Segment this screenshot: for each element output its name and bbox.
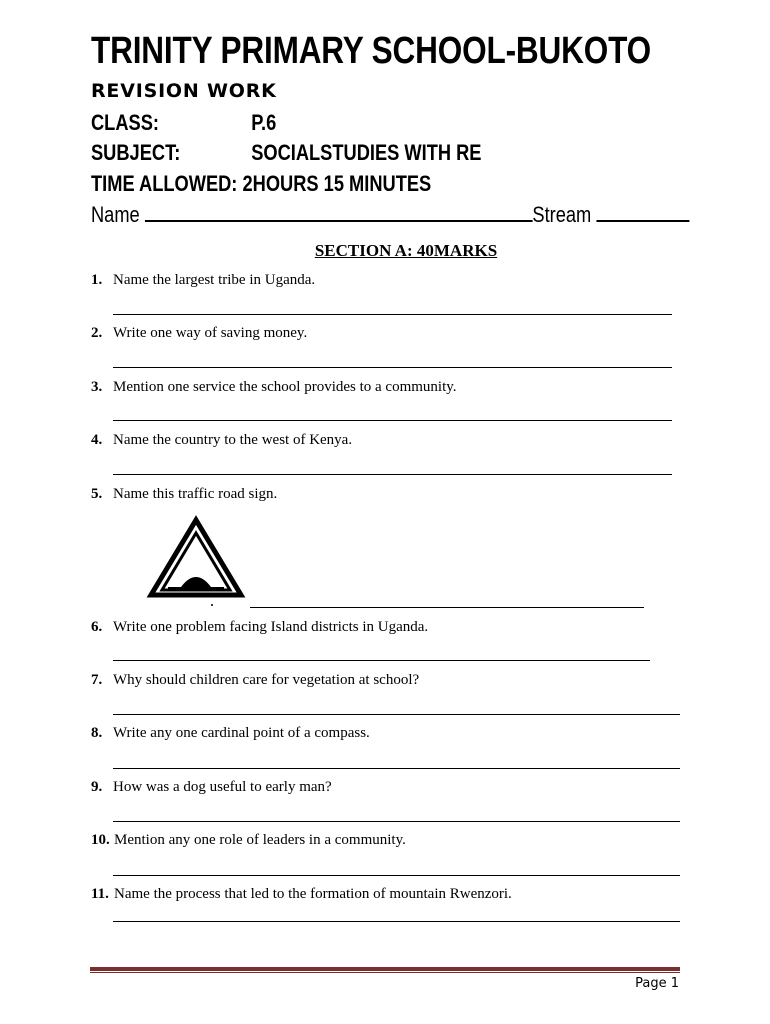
- question-11: [91, 886, 512, 903]
- question-3: [91, 379, 457, 396]
- question-text: Write one problem facing Island districts in Uganda.: [113, 619, 429, 635]
- answer-line-4[interactable]: [113, 474, 672, 475]
- question-number: 11.: [91, 886, 109, 902]
- footer-rule-thin: [90, 972, 680, 973]
- name-field[interactable]: [145, 200, 533, 222]
- question-text: Name the process that led to the formation of mountain Rwenzori.: [114, 886, 512, 902]
- answer-line-1[interactable]: [113, 314, 672, 315]
- subject-label: SUBJECT:: [91, 140, 181, 165]
- road-hump-warning-sign-icon: [146, 515, 246, 607]
- answer-line-8[interactable]: [113, 768, 680, 769]
- page-number: Page 1: [635, 976, 679, 991]
- answer-line-6[interactable]: [113, 660, 650, 661]
- question-7: [91, 672, 419, 689]
- subject-row: [91, 140, 482, 166]
- name-label: Name: [91, 202, 140, 227]
- footer-rule: [90, 967, 680, 971]
- subject-value: SOCIALSTUDIES WITH RE: [251, 140, 482, 165]
- question-number: 5.: [91, 486, 103, 502]
- question-6: [91, 619, 428, 636]
- time-value: 2HOURS 15 MINUTES: [242, 171, 432, 196]
- stream-label: Stream: [532, 202, 592, 227]
- question-number: 1.: [91, 272, 103, 288]
- question-text: Write any one cardinal point of a compass.: [113, 725, 370, 741]
- question-10: [91, 832, 406, 849]
- question-text: Write one way of saving money.: [113, 325, 308, 341]
- class-row: [91, 110, 277, 136]
- question-text: Mention one service the school provides to a community.: [113, 379, 457, 395]
- question-number: 9.: [91, 779, 103, 795]
- question-number: 6.: [91, 619, 103, 635]
- question-number: 3.: [91, 379, 103, 395]
- time-label: TIME ALLOWED:: [91, 171, 238, 196]
- question-text: Name the largest tribe in Uganda.: [113, 272, 316, 288]
- class-label: CLASS:: [91, 110, 159, 135]
- time-row: [91, 171, 431, 197]
- answer-line-10[interactable]: [113, 875, 680, 876]
- question-text: How was a dog useful to early man?: [113, 779, 332, 795]
- question-1: [91, 272, 315, 289]
- answer-line-3[interactable]: [113, 420, 672, 421]
- question-number: 10.: [91, 832, 110, 848]
- revision-work-heading: REVISION WORK: [91, 80, 277, 102]
- question-number: 2.: [91, 325, 103, 341]
- question-2: [91, 325, 307, 342]
- question-number: 7.: [91, 672, 103, 688]
- answer-line-5[interactable]: [250, 607, 644, 608]
- question-9: [91, 779, 332, 796]
- answer-line-2[interactable]: [113, 367, 672, 368]
- answer-line-11[interactable]: [113, 921, 680, 922]
- question-text: Name this traffic road sign.: [113, 486, 278, 502]
- question-number: 4.: [91, 432, 103, 448]
- question-text: Mention any one role of leaders in a community.: [114, 832, 406, 848]
- question-number: 8.: [91, 725, 103, 741]
- answer-line-7[interactable]: [113, 714, 680, 715]
- class-value: P.6: [251, 110, 277, 135]
- question-text: Why should children care for vegetation at school?: [113, 672, 420, 688]
- answer-line-9[interactable]: [113, 821, 680, 822]
- question-4: [91, 432, 352, 449]
- name-stream-row: [91, 200, 689, 228]
- question-text: Name the country to the west of Kenya.: [113, 432, 353, 448]
- stream-field[interactable]: [596, 200, 689, 222]
- question-8: [91, 725, 370, 742]
- section-a-heading: SECTION A: 40MARKS: [314, 241, 498, 260]
- school-title: TRINITY PRIMARY SCHOOL-BUKOTO: [91, 30, 652, 72]
- question-5: [91, 486, 277, 503]
